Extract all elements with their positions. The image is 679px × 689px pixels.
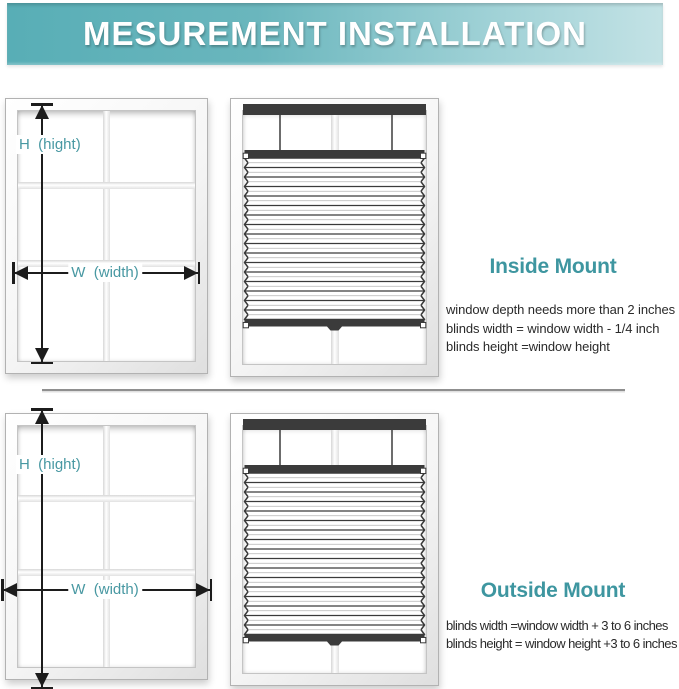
outside-mount-instructions [446, 617, 677, 652]
arrowhead-down-icon [35, 673, 49, 687]
window-blind-inside [230, 98, 439, 377]
instruction-line: blinds width =window width + 3 to 6 inches [446, 618, 668, 633]
window-muntin [18, 569, 195, 576]
window-mullion [103, 111, 110, 361]
arrow-cap [210, 579, 213, 601]
window-blind-outside [230, 413, 439, 686]
height-arrow [41, 409, 43, 688]
window-measure-outside [5, 413, 208, 680]
inside-mount-instructions [446, 301, 675, 357]
pleated-blind-graphic [231, 414, 438, 689]
pleated-blind-graphic [231, 99, 438, 376]
inside-mount-heading: Inside Mount [489, 255, 617, 278]
section-divider [42, 389, 625, 391]
arrowhead-up-icon [35, 105, 49, 119]
arrow-cap [198, 262, 201, 284]
arrowhead-down-icon [35, 348, 49, 362]
outside-mount-heading: Outside Mount [480, 579, 626, 602]
instruction-line: window depth needs more than 2 inches [446, 302, 676, 317]
instruction-line: blinds width = window width - 1/4 inch [446, 320, 660, 336]
window-measure-inside [5, 98, 208, 374]
arrowhead-right-icon [196, 583, 210, 597]
height-label: H (hight) [16, 455, 84, 474]
window-muntin [18, 495, 195, 502]
window-muntin [18, 182, 195, 189]
width-label: W (width) [68, 263, 142, 282]
page-title: MESUREMENT INSTALLATION [83, 15, 587, 52]
window-mullion [103, 426, 110, 667]
arrow-cap [31, 362, 53, 365]
header-banner [7, 3, 663, 65]
arrowhead-left-icon [14, 266, 28, 280]
instruction-line: blinds height =window height [446, 339, 610, 354]
arrowhead-up-icon [35, 410, 49, 424]
height-label: H (hight) [16, 135, 84, 154]
arrowhead-left-icon [3, 583, 17, 597]
width-label: W (width) [68, 580, 142, 599]
instruction-line: blinds height = window height +3 to 6 inches [446, 635, 677, 651]
arrowhead-right-icon [184, 266, 198, 280]
